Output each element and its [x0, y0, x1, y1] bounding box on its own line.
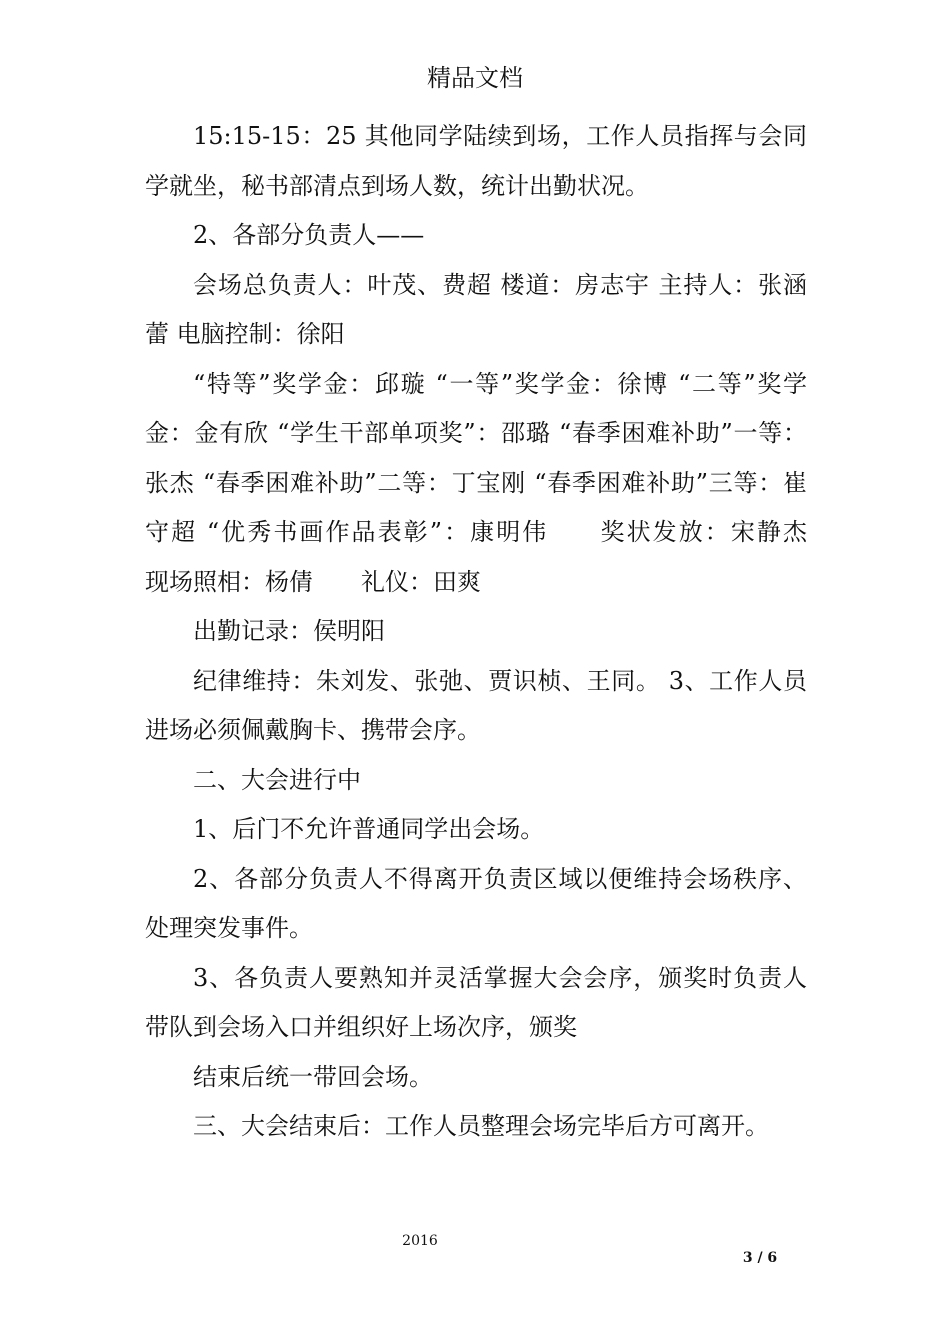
paragraph-back-door: 1、后门不允许普通同学出会场。 [193, 815, 545, 843]
paragraph-section-heading-during: 二、大会进行中 [193, 765, 361, 794]
page-header-title: 精品文档 [427, 64, 523, 92]
paragraph-after-meeting: 三、大会结束后：工作人员整理会场完毕后方可离开。 [193, 1112, 769, 1140]
paragraph-attendance: 出勤记录：侯明阳 [193, 617, 385, 645]
paragraph-award-order: 3、各负责人要熟知并灵活掌握大会会序，颁奖时负责人带队到会场入口并组织好上场次序，颁奖 [145, 963, 807, 1041]
paragraph-venue-staff: 会场总负责人：叶茂、费超 楼道：房志宇 主持人：张涵蕾 电脑控制：徐阳 [145, 270, 807, 348]
document-body [145, 112, 855, 1152]
paragraph-arrival: 15:15-15：25 其他同学陆续到场，工作人员指挥与会同学就坐，秘书部清点到场人数，统计出勤状况。 [145, 122, 807, 200]
page-number: 3 / 6 [742, 1250, 778, 1266]
footer-year: 2016 [402, 1233, 438, 1249]
paragraph-award-staff: “特等”奖学金：邱璇 “一等”奖学金：徐博 “二等”奖学金：金有欣 “学生干部单项奖”：邵璐 “春季困难补助”一等：张杰 “春季困难补助”二等：丁宝刚 “春季困难补助”三等：崔守超 “优秀书画作品表彰”：康明伟 奖状发放：宋静杰 现场照相：杨倩 礼仪：田爽 [145, 369, 855, 596]
paragraph-stay-in-area: 2、各部分负责人不得离开负责区域以便维持会场秩序、处理突发事件。 [145, 864, 807, 942]
paragraph-discipline: 纪律维持：朱刘发、张弛、贾识桢、王同。 3、工作人员进场必须佩戴胸卡、携带会序。 [145, 666, 807, 744]
paragraph-return: 结束后统一带回会场。 [193, 1062, 433, 1091]
paragraph-section-heading-responsible: 2、各部分负责人—— [193, 221, 425, 249]
